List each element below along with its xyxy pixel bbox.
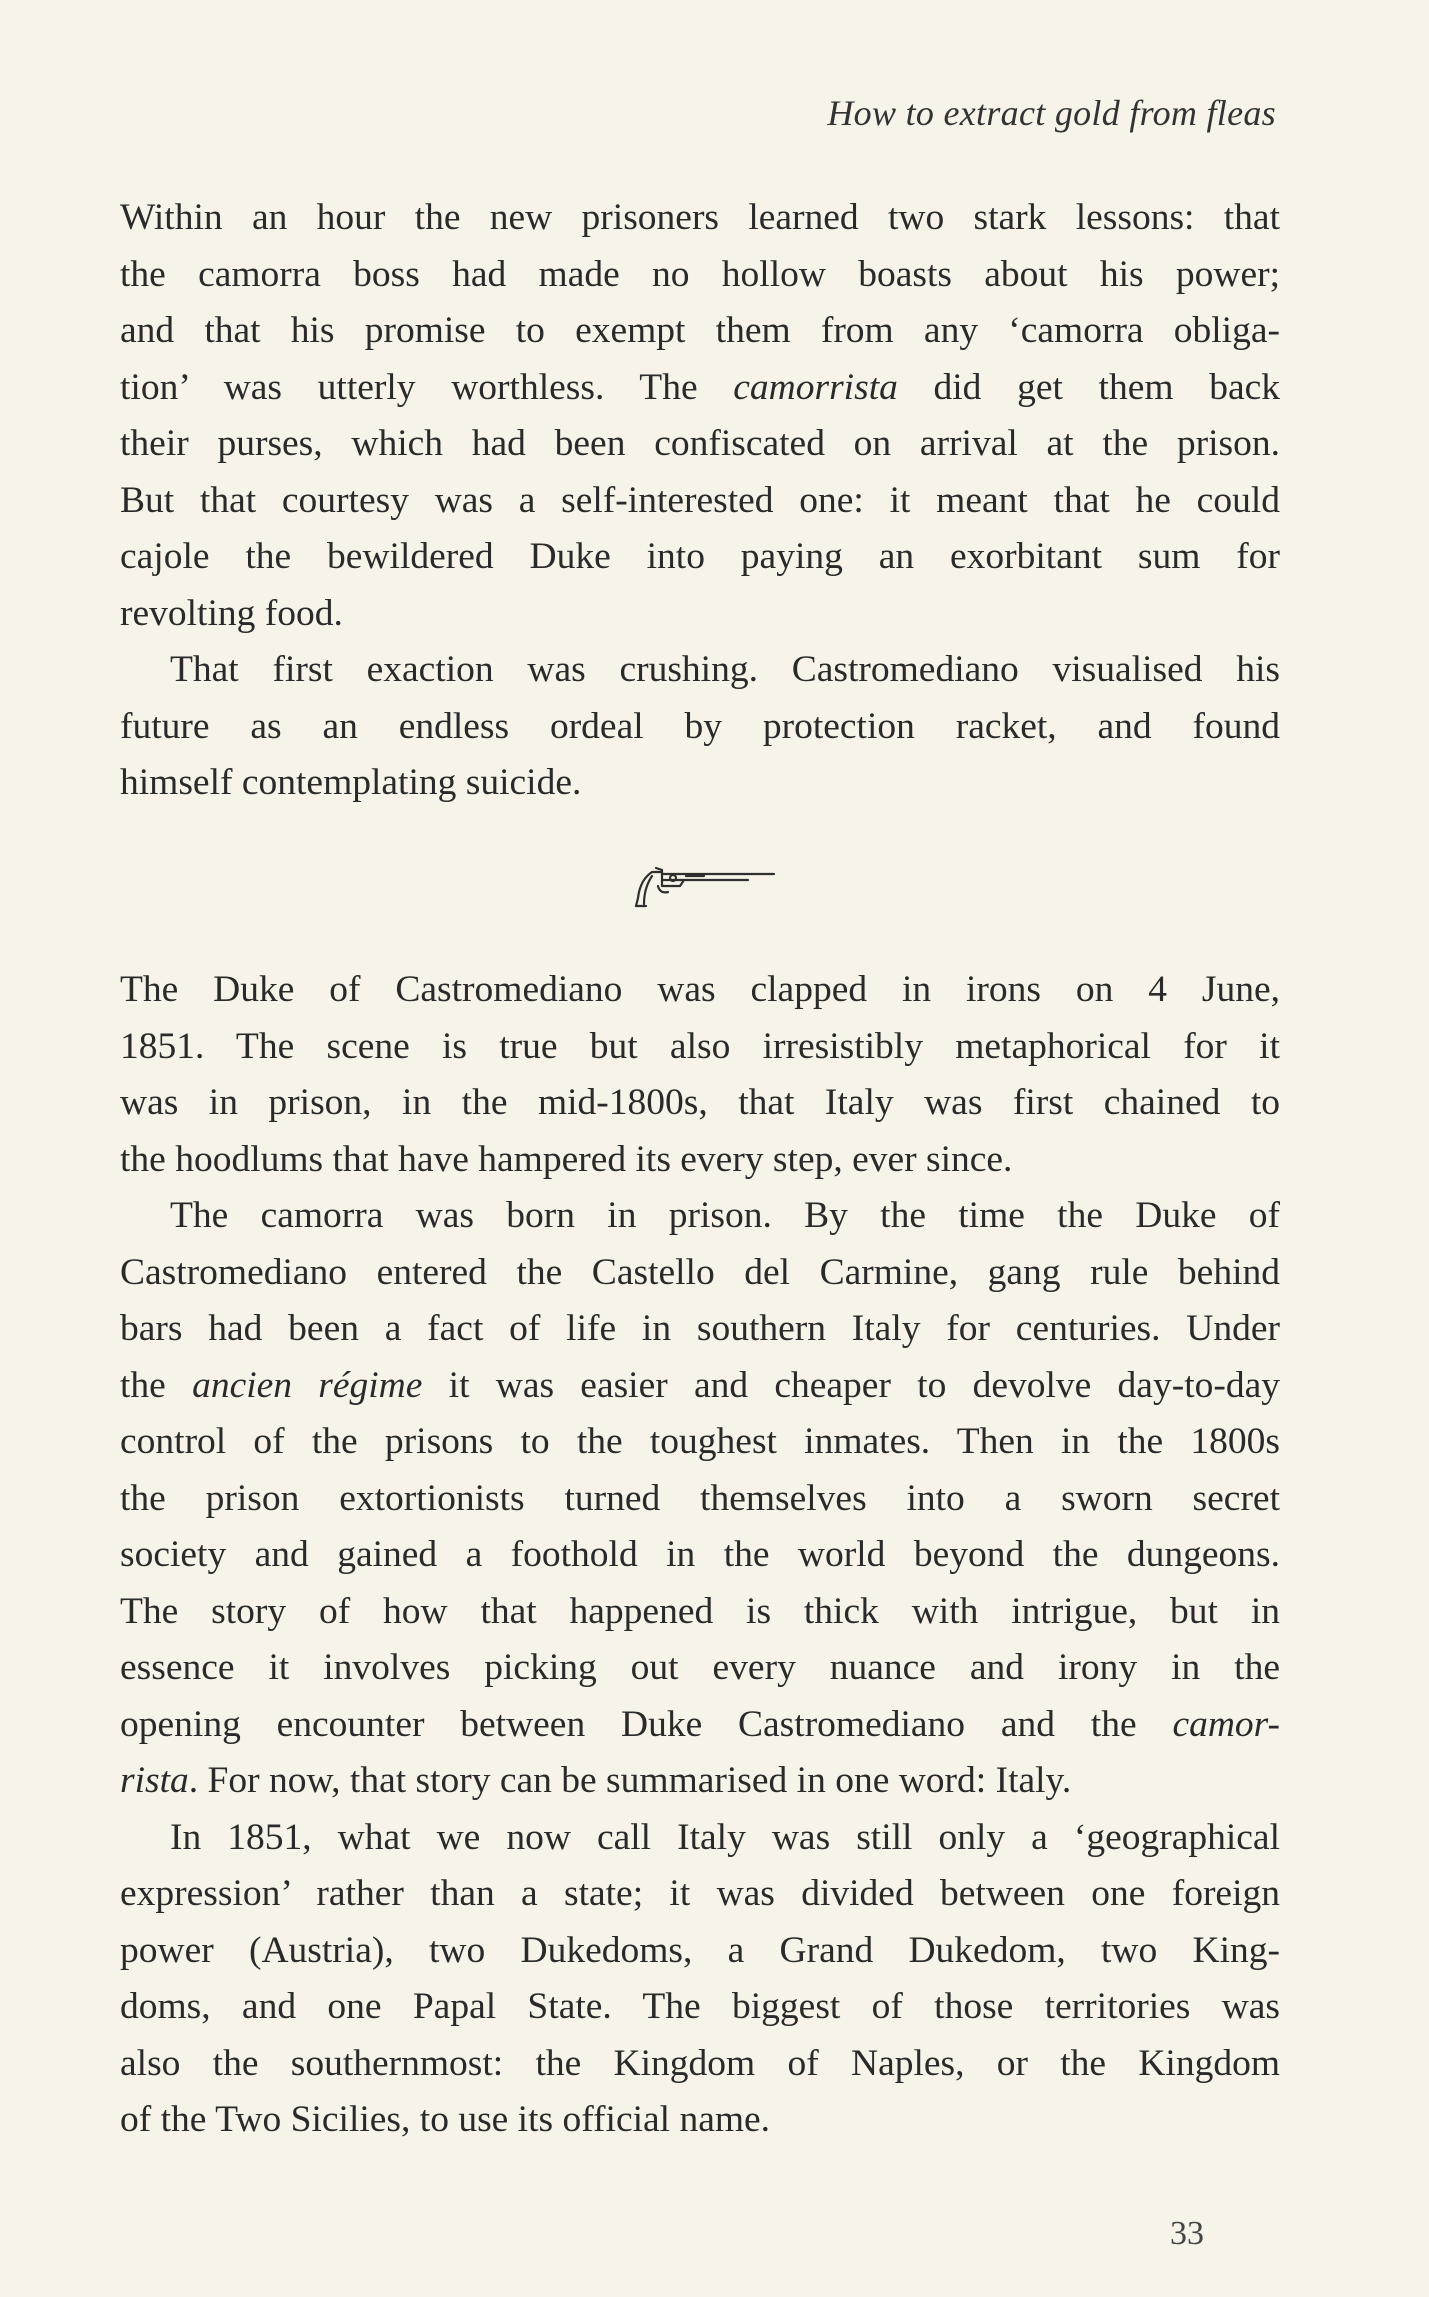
paragraph [120,1188,1280,1810]
text-line: future as an endless ordeal by protection racket, and found [120,705,1280,747]
text-line: society and gained a foothold in the world beyond the dungeons. [120,1534,1280,1575]
pistol-icon [628,858,778,910]
text-line: doms, and one Papal State. The biggest of those territories was [120,1986,1280,2027]
text-line: bars had been a fact of life in southern Italy for centuries. Under [120,1308,1280,1349]
text-line: rista. For now, that story can be summarised in one word: Italy. [120,1760,1072,1801]
text-line: The Duke of Castromediano was clapped in irons on 4 June, [120,969,1280,1010]
page-number: 33 [1170,2215,1204,2252]
text-line: essence it involves picking out every nuance and irony in the [120,1647,1280,1688]
italic-text: camorrista [733,366,898,408]
text-line: their purses, which had been confiscated on arrival at the prison. [120,423,1280,464]
text-line: opening encounter between Duke Castromediano and the camor- [120,1703,1280,1745]
text-line: In 1851, what we now call Italy was still only a ‘geographical [170,1816,1280,1858]
text-line: cajole the bewildered Duke into paying an exorbitant sum for [120,536,1280,577]
text-line: the hoodlums that have hampered its every step, ever since. [120,1138,1013,1180]
text-line: But that courtesy was a self-interested one: it meant that he could [120,479,1280,521]
text-block-after-ornament [120,962,1280,2149]
text-line: the camorra boss had made no hollow boasts about his power; [120,253,1280,295]
paragraph [120,642,1280,812]
text-line: 1851. The scene is true but also irresistibly metaphorical for it [120,1025,1280,1067]
text-line: The story of how that happened is thick with intrigue, but in [120,1590,1280,1632]
text-line: also the southernmost: the Kingdom of Naples, or the Kingdom [120,2042,1280,2084]
italic-text: camor- [1172,1703,1280,1745]
paragraph [120,1810,1280,2149]
text-line: the prison extortionists turned themselves into a sworn secret [120,1477,1280,1519]
text-line: was in prison, in the mid-1800s, that Italy was first chained to [120,1082,1280,1123]
text-line: and that his promise to exempt them from any ‘camorra obliga- [120,310,1280,351]
text-line: The camorra was born in prison. By the time the Duke of [170,1195,1280,1236]
text-line: Castromediano entered the Castello del Carmine, gang rule behind [120,1251,1280,1293]
text-line: expression’ rather than a state; it was divided between one foreign [120,1873,1280,1914]
text-line: control of the prisons to the toughest inmates. Then in the 1800s [120,1421,1280,1462]
text-line: of the Two Sicilies, to use its official name. [120,2099,771,2140]
paragraph [120,190,1280,642]
text-line: the ancien régime it was easier and cheaper to devolve day-to-day [120,1364,1280,1406]
text-block-before-ornament [120,190,1280,812]
italic-text: ancien régime [192,1364,423,1406]
italic-text: rista [120,1760,189,1801]
text-line: power (Austria), two Dukedoms, a Grand Dukedom, two King- [120,1929,1280,1971]
running-head: How to extract gold from fleas [827,93,1276,133]
text-line: Within an hour the new prisoners learned two stark lessons: that [120,197,1280,238]
text-line: revolting food. [120,592,343,634]
text-line: That first exaction was crushing. Castromediano visualised his [170,649,1280,690]
text-line: tion’ was utterly worthless. The camorrista did get them back [120,366,1280,408]
text-line: himself contemplating suicide. [120,762,582,803]
paragraph [120,962,1280,1188]
